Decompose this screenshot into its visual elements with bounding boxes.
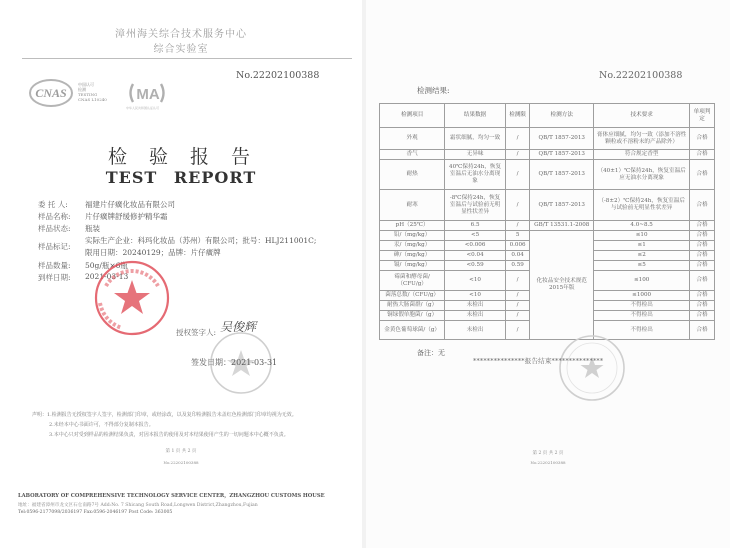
cell-verdict: 合格 xyxy=(690,241,715,251)
page-indicator: 第 1 页 共 2 页 xyxy=(165,449,197,454)
arrival-date-value: 2021-03-13 xyxy=(85,272,129,281)
results-title: 检测结果: xyxy=(417,86,450,95)
cell-requirement: （-8±2）℃保持24h，恢复室温后与试验前无明显性状差异 xyxy=(594,190,690,221)
cell-result: <0.006 xyxy=(445,241,506,251)
cell-requirement: ≤2 xyxy=(594,251,690,261)
cnas-accreditation-text: 中国认可 检测 TESTING CNAS L10240 xyxy=(78,82,107,102)
svg-text:MA: MA xyxy=(136,86,160,103)
cell-limit: / xyxy=(505,321,529,340)
sample-state-value: 瓶装 xyxy=(85,224,100,233)
sample-mark-value: 实际生产企业：科玛化妆品（苏州）有限公司；批号：HLJ211001C; xyxy=(85,236,317,245)
cell-item: 霉菌和酵母菌/（CFU/g） xyxy=(380,271,445,291)
client-value: 福建片仔癀化妆品有限公司 xyxy=(85,200,175,209)
cell-result: 未检出 xyxy=(445,311,506,321)
cell-verdict: 合格 xyxy=(690,251,715,261)
sample-mark-value-line2: 限用日期：20240129；品牌：片仔癀牌 xyxy=(85,248,221,257)
sample-qty-value: 50g/瓶×6瓶 xyxy=(85,261,128,270)
page-indicator-2: 第 2 页 共 2 页 xyxy=(532,451,564,456)
cell-method-merged: 化妆品安全技术规范 2015年版 xyxy=(530,231,594,340)
cell-verdict: 合格 xyxy=(690,321,715,340)
cell-verdict: 合格 xyxy=(690,221,715,231)
cell-limit: / xyxy=(505,160,529,190)
lab-address: 地址：福建省漳州市龙文区石仓南路7号 Add:No. 7 Shicang South Road,Longwen District,Zhangzhou,Fujian xyxy=(18,503,258,508)
title-english: TEST REPORT xyxy=(105,168,257,187)
report-end-marker: ***************报告结束*************** xyxy=(473,357,604,365)
cell-requirement: 膏体应细腻，均匀一致（添加不溶性颗粒或不溶粉末的产品除外） xyxy=(594,128,690,150)
cell-limit: / xyxy=(505,190,529,221)
cell-result: 未检出 xyxy=(445,321,506,340)
col-result: 结果数据 xyxy=(445,104,506,128)
cell-limit: 0.006 xyxy=(505,241,529,251)
title-chinese: 检验报告 xyxy=(107,146,272,168)
cell-requirement: 不得检出 xyxy=(594,301,690,311)
col-limit: 检测限 xyxy=(505,104,529,128)
cell-verdict: 合格 xyxy=(690,311,715,321)
report-number-page2: No.22202100388 xyxy=(599,70,683,81)
org-lab: 综合实验室 xyxy=(153,44,209,55)
org-name: 漳州海关综合技术服务中心 xyxy=(115,29,247,40)
cell-verdict: 合格 xyxy=(690,160,715,190)
page-report-number-2: No.22202100388 xyxy=(530,460,566,465)
table-row xyxy=(380,231,715,241)
cell-item: 铅/（mg/kg） xyxy=(380,231,445,241)
cell-result: -8℃保持24h，恢复室温后与试验前无明显性状差异 xyxy=(445,190,506,221)
note-1: 声明：1.检测报告无授权签字人签字，检测部门印章，或经涂改，以及复印检测报告未盖红色检测部门印章均视为无效。 xyxy=(32,412,297,418)
cell-result: 未检出 xyxy=(445,301,506,311)
cell-verdict: 合格 xyxy=(690,128,715,150)
cell-limit: / xyxy=(505,150,529,160)
sample-mark-label: 样品标记: xyxy=(38,242,71,251)
table-row xyxy=(380,150,715,160)
remark: 备注：无 xyxy=(417,349,445,357)
cell-verdict: 合格 xyxy=(690,291,715,301)
col-item: 检测项目 xyxy=(380,104,445,128)
cell-verdict: 合格 xyxy=(690,190,715,221)
page-report-number: No.22202100388 xyxy=(163,460,199,465)
cell-method: QB/T 1857-2013 xyxy=(530,160,594,190)
col-verdict: 单项判定 xyxy=(690,104,715,128)
col-method: 检测方法 xyxy=(530,104,594,128)
cell-item: 镉/（mg/kg） xyxy=(380,261,445,271)
company-seal-icon xyxy=(92,258,172,338)
cell-limit: / xyxy=(505,301,529,311)
cell-item: 铜绿假单胞菌/（g） xyxy=(380,311,445,321)
cell-item: 耐热 xyxy=(380,160,445,190)
cell-requirement: 符合规定香型 xyxy=(594,150,690,160)
cell-result: <0.04 xyxy=(445,251,506,261)
cell-verdict: 合格 xyxy=(690,271,715,291)
sample-name-label: 样品名称: xyxy=(38,212,71,221)
table-row xyxy=(380,128,715,150)
cnas-logo-icon xyxy=(28,78,74,108)
cell-limit: 0.59 xyxy=(505,261,529,271)
cell-result: 霜状细腻，均匀一致 xyxy=(445,128,506,150)
col-requirement: 技术要求 xyxy=(594,104,690,128)
cell-limit: / xyxy=(505,311,529,321)
cell-requirement: 不得检出 xyxy=(594,311,690,321)
cell-requirement: （40±1）℃保持24h，恢复室温后应无油水分离现象 xyxy=(594,160,690,190)
cell-item: 汞/（mg/kg） xyxy=(380,241,445,251)
cell-result: <0.59 xyxy=(445,261,506,271)
cell-result: 40℃保持24h，恢复室温后无油水分离现象 xyxy=(445,160,506,190)
cell-result: <10 xyxy=(445,271,506,291)
lab-contact: Tel:0596-2177098/2036197 Fax:0596-2046197 Post Code: 363005 xyxy=(18,510,173,515)
cell-item: pH（25℃） xyxy=(380,221,445,231)
cell-item: 金黄色葡萄球菌/（g） xyxy=(380,321,445,340)
cell-result: <5 xyxy=(445,231,506,241)
cell-limit: 5 xyxy=(505,231,529,241)
cma-subtitle: 中华人民共和国认证认可 xyxy=(126,106,160,110)
cell-requirement: ≤100 xyxy=(594,271,690,291)
header-rule xyxy=(22,58,352,59)
cell-limit: / xyxy=(505,291,529,301)
cell-limit: / xyxy=(505,128,529,150)
note-2: 2.未经本中心书面许可，不得部分复制本报告。 xyxy=(49,422,154,428)
cma-logo-icon xyxy=(127,82,167,104)
cell-limit: / xyxy=(505,221,529,231)
cell-requirement: 不得检出 xyxy=(594,321,690,340)
lab-name-english: LABORATORY OF COMPREHENSIVE TECHNOLOGY SERVICE CENTER，ZHANGZHOU CUSTOMS HOUSE xyxy=(18,493,325,499)
cell-verdict: 合格 xyxy=(690,261,715,271)
cell-item: 耐寒 xyxy=(380,190,445,221)
signature: 吴俊辉 xyxy=(220,320,257,334)
cell-item: 香气 xyxy=(380,150,445,160)
cell-result: 6.5 xyxy=(445,221,506,231)
cell-result: <10 xyxy=(445,291,506,301)
cell-limit: 0.04 xyxy=(505,251,529,261)
cell-requirement: ≤1000 xyxy=(594,291,690,301)
sample-name-value: 片仔癀牌舒缓修护精华霜 xyxy=(85,212,168,221)
issue-date: 签发日期：2021-03-31 xyxy=(191,358,278,367)
report-page-1 xyxy=(0,0,362,548)
cell-requirement: ≤1 xyxy=(594,241,690,251)
cell-item: 砷/（mg/kg） xyxy=(380,251,445,261)
cell-requirement: ≤5 xyxy=(594,261,690,271)
results-table xyxy=(379,103,715,340)
sample-qty-label: 样品数量: xyxy=(38,261,71,270)
arrival-date-label: 到样日期: xyxy=(38,273,71,282)
cell-verdict: 合格 xyxy=(690,150,715,160)
cell-verdict: 合格 xyxy=(690,301,715,311)
svg-text:CNAS: CNAS xyxy=(35,86,67,100)
cell-method: QB/T 1857-2013 xyxy=(530,190,594,221)
note-3: 3.本中心只对受到样品的检测结果负责，对因本报告的使用及对本结果使用产生的一切问题本中心概不负责。 xyxy=(49,432,289,438)
cell-verdict: 合格 xyxy=(690,231,715,241)
sample-state-label: 样品状态: xyxy=(38,224,71,233)
cell-item: 外观 xyxy=(380,128,445,150)
table-row xyxy=(380,190,715,221)
cell-method: GB/T 13531.1-2008 xyxy=(530,221,594,231)
cell-limit: / xyxy=(505,271,529,291)
inspection-seal-icon xyxy=(557,333,627,403)
table-row xyxy=(380,160,715,190)
client-label: 委 托 人: xyxy=(38,200,68,209)
report-number: No.22202100388 xyxy=(236,70,320,81)
cell-method: QB/T 1857-2013 xyxy=(530,150,594,160)
cell-requirement: 4.0~8.5 xyxy=(594,221,690,231)
cell-item: 耐热大肠菌群/（g） xyxy=(380,301,445,311)
table-header-row xyxy=(380,104,715,128)
table-row xyxy=(380,221,715,231)
cell-requirement: ≤10 xyxy=(594,231,690,241)
cell-item: 菌落总数/（CFU/g） xyxy=(380,291,445,301)
signatory-label: 授权签字人: xyxy=(176,328,217,337)
cell-method: QB/T 1857-2013 xyxy=(530,128,594,150)
cell-result: 无异味 xyxy=(445,150,506,160)
